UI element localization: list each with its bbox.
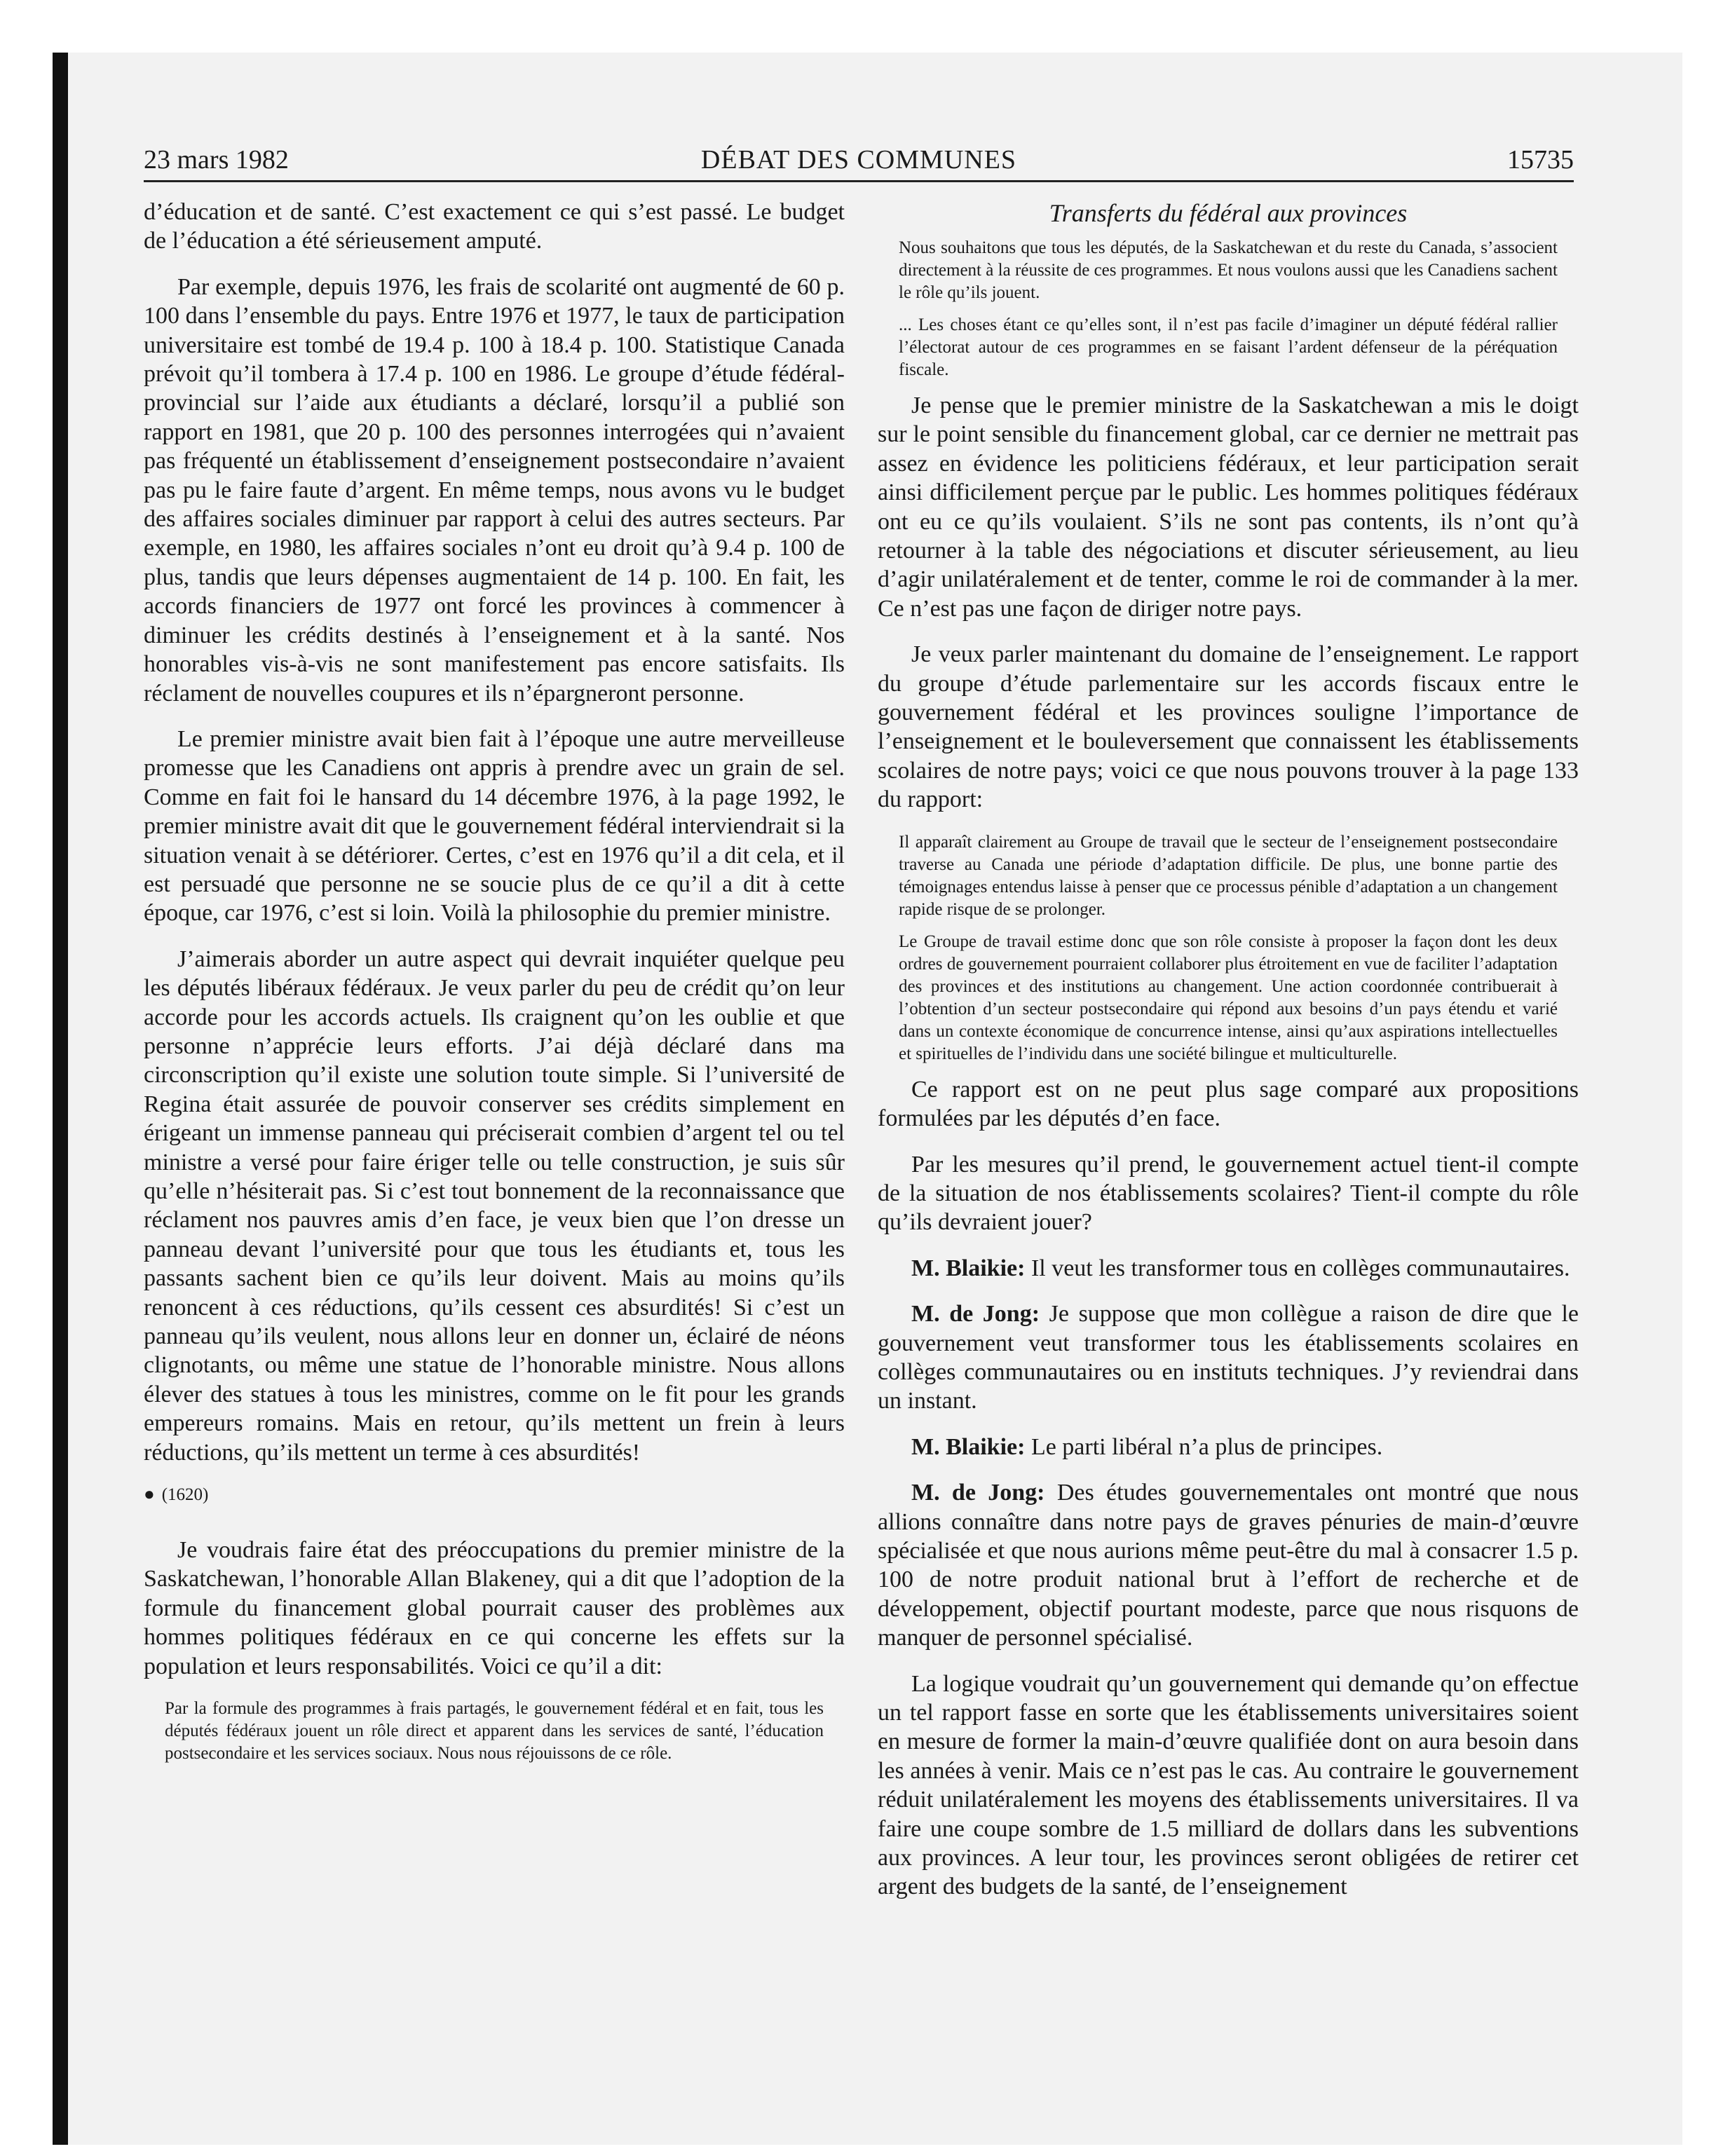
- speech-paragraph: [878, 1299, 1579, 1416]
- speech-paragraph: [878, 1478, 1579, 1652]
- speaker-name: M. Blaikie:: [911, 1433, 1026, 1460]
- page-header: [144, 144, 1574, 182]
- paragraph: Le premier ministre avait bien fait à l’époque une autre merveilleuse promesse que les Canadiens ont appris à prendre avec un grain de sel. Comme en fait foi le hansard du 14 décembre 1976, à la page 1992, le premier ministre avait dit que le gouvernement fédéral interviendrait si la situation venait à se détériorer. Certes, c’est en 1976 qu’il a dit cela, et il est persuadé que personne ne se soucie plus de ce qu’il a dit à cette époque, car 1976, c’est si loin. Voilà la philosophie du premier ministre.: [144, 725, 845, 927]
- paragraph: La logique voudrait qu’un gouvernement qui demande qu’on effectue un tel rapport fasse en sorte que les établissements universitaires soient en mesure de former la main-d’œuvre qualifiée dont on aura besoin dans les années à venir. Mais ce n’est pas le cas. Au contraire le gouvernement réduit unilatéralement les moyens des établissements universitaires. Il va faire une coupe sombre de 1.5 milliard de dollars dans les subventions aux provinces. A leur tour, les provinces seront obligées de retirer cet argent des budgets de la santé, de l’enseignement: [878, 1670, 1579, 1900]
- block-quote: Nous souhaitons que tous les députés, de la Saskatchewan et du reste du Canada, s’associent directement à la réussite de ces programmes. Et nous voulons aussi que les Canadiens sachent le rôle qu’ils jouent.: [899, 238, 1558, 302]
- speech-text: Je suppose que mon collègue a raison de dire que le gouvernement veut transformer tous les établissements scolaires en collèges communautaires ou en instituts techniques. J’y reviendrai dans un instant.: [878, 1301, 1579, 1414]
- block-quote: Par la formule des programmes à frais partagés, le gouvernement fédéral et en fait, tous les députés fédéraux jouent un rôle direct et apparent dans les services de santé, l’éducation postsecondaire et les services sociaux. Nous nous réjouissons de ce rôle.: [165, 1699, 824, 1763]
- block-quote: Le Groupe de travail estime donc que son rôle consiste à proposer la façon dont les deux ordres de gouvernement pourraient collaborer plus étroitement en vue de faciliter l’adaptation des provinces et des institutions au changement. Une action coordonnée contribuerait à l’obtention d’un secteur postsecondaire qui répond aux besoins d’un pays étendu et varié dans un contexte économique de concurrence intense, ainsi qu’aux aspirations intellectuelles et spirituelles de l’individu dans une société bilingue et multiculturelle.: [899, 932, 1558, 1063]
- paragraph: Je pense que le premier ministre de la Saskatchewan a mis le doigt sur le point sensible du financement global, car ce dernier ne mettrait pas assez en évidence les politiciens fédéraux, et leur participation serait ainsi difficilement perçue par le public. Les hommes politiques fédéraux ont eu ce qu’ils voulaient. S’ils ne sont pas contents, ils n’ont qu’à retourner à la table des négociations et discuter sérieusement, au lieu d’agir unilatéralement et de tenter, comme le roi de commander à la mer. Ce n’est pas une façon de diriger notre pays.: [878, 393, 1579, 622]
- paragraph: J’aimerais aborder un autre aspect qui devrait inquiéter quelque peu les députés libéraux fédéraux. Je veux parler du peu de crédit qu’on leur accorde pour les accords actuels. Ils craignent qu’on les oublie et que personne n’apprécie leurs efforts. J’ai déjà déclaré dans ma circonscription qu’il existe une solution toute simple. Si l’université de Regina était assurée de pouvoir conserver ses crédits simplement en érigeant un immense panneau qui préciserait combien d’argent tel ou tel ministre a versé pour faire ériger telle ou telle construction, je suis sûr qu’elle n’hésiterait pas. Si c’est tout bonnement de la reconnaissance que réclament nos pauvres amis d’en face, je veux bien que l’on dresse un panneau devant l’université pour que tous les étudiants et, tous les passants sachent bien ce qu’ils leur doivent. Mais au moins qu’ils renoncent à ces réductions, qu’ils cessent ces absurdités! Si c’est un panneau qu’ils veulent, nous allons leur en donner un, éclairé de néons clignotants, ou même une statue de l’honorable ministre. Nous allons élever des statues à tous les ministres, comme on le fit pour les grands empereurs romains. Mais en retour, qu’ils mettent un frein à leurs réductions, qu’ils mettent un terme à ces absurdités!: [144, 946, 845, 1466]
- right-column: [878, 198, 1579, 1918]
- binding-edge: [53, 53, 68, 2145]
- header-title: DÉBAT DES COMMUNES: [700, 145, 1017, 175]
- paragraph: Je veux parler maintenant du domaine de l’enseignement. Le rapport du groupe d’étude parlementaire sur les accords fiscaux entre le gouvernement fédéral et les provinces souligne l’importance de l’enseignement et le bouleversement que connaissent les établissements scolaires de notre pays; voici ce que nous pouvons trouver à la page 133 du rapport:: [878, 641, 1579, 813]
- speaker-name: M. de Jong:: [911, 1480, 1045, 1506]
- speaker-name: M. Blaikie:: [911, 1255, 1026, 1281]
- paragraph: d’éducation et de santé. C’est exactement ce qui s’est passé. Le budget de l’éducation a été sérieusement amputé.: [144, 199, 845, 254]
- time-stamp: (1620): [161, 1485, 209, 1505]
- time-marker: [144, 1484, 845, 1505]
- paragraph: Ce rapport est on ne peut plus sage comparé aux propositions formulées par les députés d’en face.: [878, 1076, 1579, 1132]
- left-column: [144, 198, 845, 1775]
- speech-paragraph: [878, 1254, 1579, 1283]
- paragraph: Par exemple, depuis 1976, les frais de scolarité ont augmenté de 60 p. 100 dans l’ensemble du pays. Entre 1976 et 1977, le taux de participation universitaire est tombé de 19.4 p. 100 à 18.4 p. 100. Statistique Canada prévoit qu’il tombera à 17.4 p. 100 en 1986. Le groupe d’étude fédéral-provincial sur l’aide aux étudiants a déclaré, lorsqu’il a publié son rapport en 1981, que 20 p. 100 des personnes interrogées qui n’avaient pas fréquenté un établissement d’enseignement postsecondaire n’avaient pas pu le faire faute d’argent. En même temps, nous avons vu le budget des affaires sociales diminuer par rapport à celui des autres secteurs. Par exemple, en 1980, les affaires sociales n’ont eu droit qu’à 9.4 p. 100 de plus, tandis que leurs dépenses augmentaient de 14 p. 100. En fait, les accords financiers de 1977 ont forcé les provinces à commencer à diminuer les crédits destinés à l’enseignement et à la santé. Nos honorables vis-à-vis ne sont manifestement pas encore satisfaits. Ils réclament de nouvelles coupures et ils n’épargneront personne.: [144, 273, 845, 707]
- bullet-icon: ●: [144, 1484, 155, 1505]
- section-heading: Transferts du fédéral aux provinces: [1049, 199, 1408, 227]
- speaker-name: M. de Jong:: [911, 1301, 1040, 1328]
- speech-text: Le parti libéral n’a plus de principes.: [1030, 1433, 1383, 1460]
- paragraph: Par les mesures qu’il prend, le gouvernement actuel tient-il compte de la situation de nos établissements scolaires? Tient-il compte du rôle qu’ils devraient jouer?: [878, 1151, 1579, 1236]
- speech-paragraph: [878, 1433, 1579, 1461]
- paragraph: Je voudrais faire état des préoccupations du premier ministre de la Saskatchewan, l’honorable Allan Blakeney, qui a dit que l’adoption de la formule du financement global pourrait causer des problèmes aux hommes politiques fédéraux en ce qui concerne les effets sur la population et leurs responsabilités. Voici ce qu’il a dit:: [144, 1537, 845, 1679]
- speech-text: Des études gouvernementales ont montré que nous allions connaître dans notre pays de graves pénuries de main-d’œuvre spécialisée et que nous aurions même peut-être du mal à consacrer 1.5 p. 100 de notre produit national brut à l’effort de recherche et de développement, objectif pourtant modeste, parce que nous risquons de manquer de personnel spécialisé.: [878, 1480, 1579, 1651]
- block-quote: ... Les choses étant ce qu’elles sont, il n’est pas facile d’imaginer un député fédéral rallier l’électorat autour de ces programmes en se faisant l’ardent défenseur de la péréquation fiscale.: [899, 315, 1558, 379]
- header-date: 23 mars 1982: [144, 145, 289, 175]
- block-quote: Il apparaît clairement au Groupe de travail que le secteur de l’enseignement postsecondaire traverse au Canada une période d’adaptation difficile. De plus, une bonne partie des témoignages entendus laisse à penser que ce processus pénible d’adaptation a un changement rapide risque de se prolonger.: [899, 832, 1558, 919]
- speech-text: Il veut les transformer tous en collèges communautaires.: [1030, 1255, 1570, 1281]
- page-number: 15735: [1507, 145, 1574, 175]
